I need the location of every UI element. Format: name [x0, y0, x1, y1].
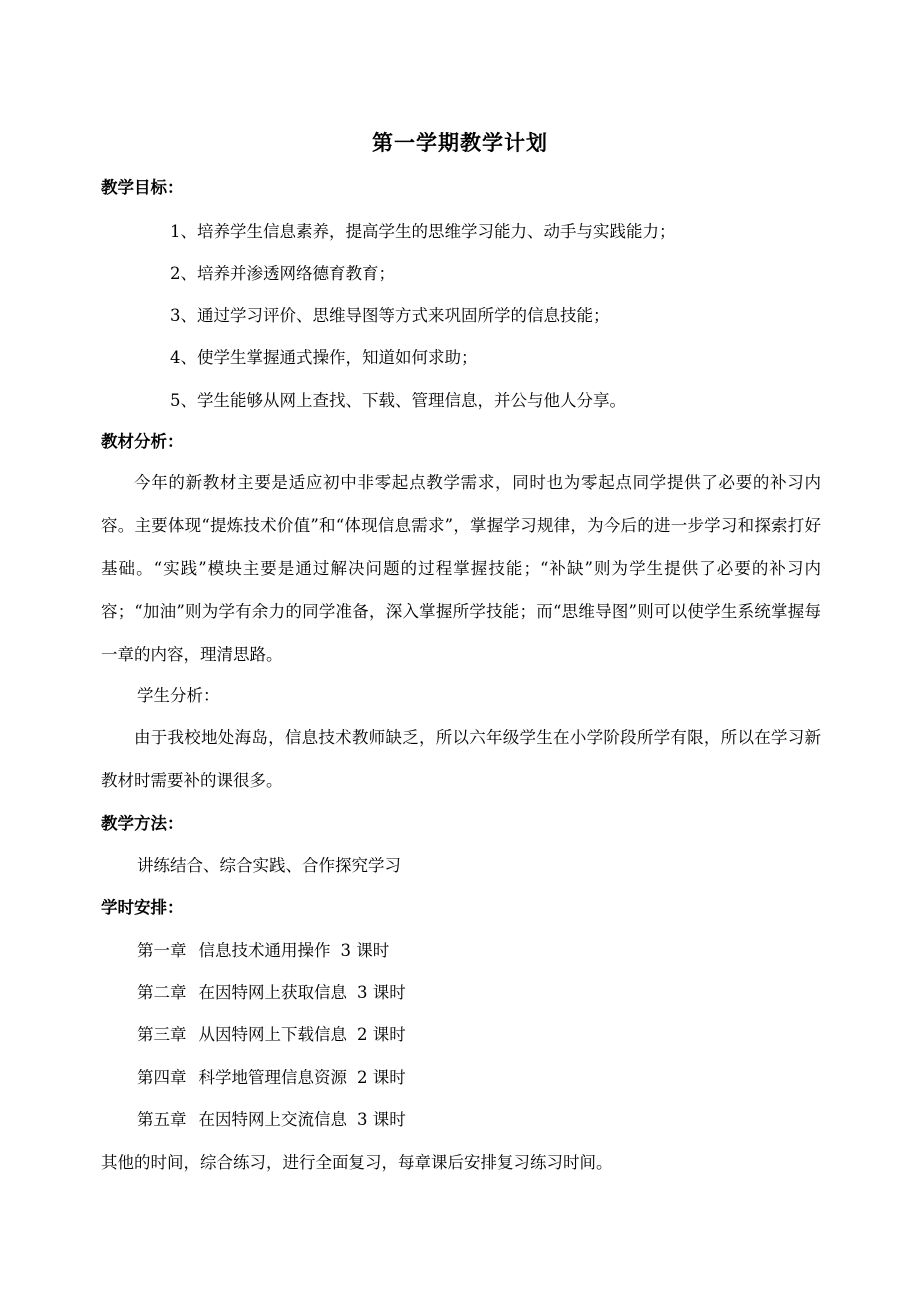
schedule-heading: 学时安排：	[101, 898, 184, 917]
materials-paragraph: 今年的新教材主要是适应初中非零起点教学需求，同时也为零起点同学提供了必要的补习内容。主要体现“提炼技术价值”和“体现信息需求”，掌握学习规律，为今后的进一步学习和探索打好基础。“实践”模块主要是通过解决问题的过程掌握技能；“补缺”则为学生提供了必要的补习内容；“加油”则为学有余力的同学准备，深入掌握所学技能；而“思维导图”则可以使学生系统掌握每一章的内容，理清思路。	[101, 473, 821, 664]
schedule-chapter: 第五章	[137, 1110, 187, 1129]
objective-item: 1、培养学生信息素养，提高学生的思维学习能力、动手与实践能力；	[170, 222, 676, 241]
objective-item: 4、使学生掌握通式操作，知道如何求助；	[170, 348, 478, 367]
schedule-row	[137, 1023, 406, 1047]
methods-text: 讲练结合、综合实践、合作探究学习	[137, 856, 401, 875]
schedule-topic: 在因特网上交流信息	[198, 1110, 347, 1129]
schedule-hours: 3 课时	[357, 983, 406, 1002]
schedule-topic: 科学地管理信息资源	[198, 1068, 347, 1087]
schedule-row	[137, 1108, 406, 1132]
schedule-chapter: 第二章	[137, 983, 187, 1002]
schedule-hours: 3 课时	[340, 941, 390, 960]
schedule-chapter: 第四章	[137, 1068, 187, 1087]
schedule-hours: 3 课时	[357, 1110, 406, 1129]
schedule-row	[137, 1066, 406, 1090]
schedule-topic: 在因特网上获取信息	[198, 983, 347, 1002]
objective-item: 2、培养并渗透网络德育教育；	[170, 264, 395, 283]
schedule-hours: 2 课时	[357, 1068, 406, 1087]
schedule-topic: 信息技术通用操作	[198, 941, 331, 960]
schedule-closing-text: 其他的时间，综合练习，进行全面复习，每章课后安排复习练习时间。	[101, 1153, 613, 1172]
student-analysis-paragraph: 由于我校地处海岛，信息技术教师缺乏，所以六年级学生在小学阶段所学有限，所以在学习新教材时需要补的课很多。	[101, 728, 821, 790]
schedule-hours: 2 课时	[357, 1025, 406, 1044]
student-analysis-heading: 学生分析：	[137, 686, 220, 705]
methods-heading: 教学方法：	[101, 814, 184, 833]
schedule-topic: 从因特网上下载信息	[198, 1025, 347, 1044]
objective-item: 3、通过学习评价、思维导图等方式来巩固所学的信息技能；	[170, 306, 610, 325]
objective-item: 5、学生能够从网上查找、下载、管理信息，并公与他人分享。	[170, 391, 626, 410]
schedule-chapter: 第一章	[137, 941, 187, 960]
materials-heading: 教材分析：	[101, 432, 184, 451]
schedule-row	[137, 981, 406, 1005]
objectives-heading: 教学目标：	[101, 178, 184, 197]
document-title: 第一学期教学计划	[372, 130, 548, 155]
schedule-row	[137, 939, 389, 963]
schedule-chapter: 第三章	[137, 1025, 187, 1044]
